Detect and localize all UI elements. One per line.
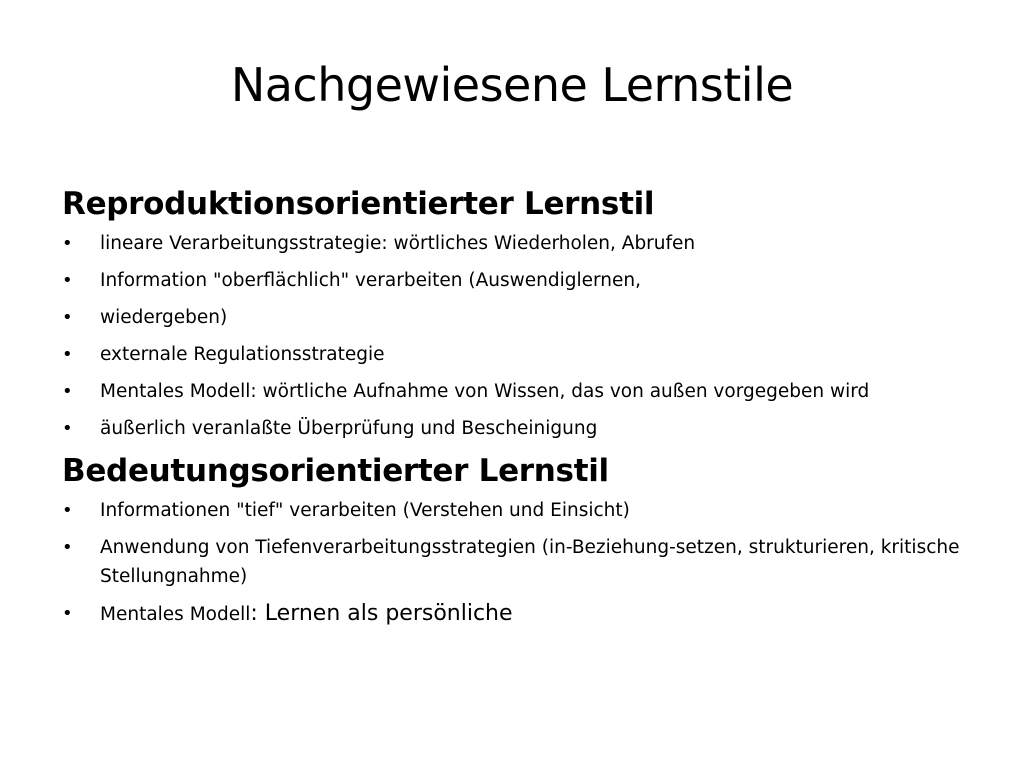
- slide-title: Nachgewiesene Lernstile: [230, 58, 794, 112]
- list-item: [62, 599, 972, 629]
- bullet-icon: •: [62, 537, 73, 559]
- bullet-icon: •: [62, 344, 73, 366]
- list-item-text-prefix: Mentales Modell: [100, 604, 251, 626]
- bullet-icon: •: [62, 418, 73, 440]
- list-item: [62, 533, 972, 591]
- list-item: [62, 229, 972, 258]
- list-item: [62, 496, 972, 525]
- bullet-list-bedeutung: [62, 496, 972, 629]
- list-item-text: Informationen "tief" verarbeiten (Verstehen und Einsicht): [100, 500, 630, 522]
- bullet-icon: •: [62, 307, 73, 329]
- list-item-text-suffix: : Lernen als persönliche: [250, 601, 513, 627]
- list-item-text: Information "oberflächlich" verarbeiten (Auswendiglernen,: [100, 270, 641, 292]
- list-item-text: Mentales Modell: wörtliche Aufnahme von Wissen, das von außen vorgegeben wird: [100, 381, 870, 403]
- list-item-text: Anwendung von Tiefenverarbeitungsstrategien (in-Beziehung-setzen, strukturieren, kritische Stellungnahme): [100, 537, 960, 588]
- list-item-text: lineare Verarbeitungsstrategie: wörtliches Wiederholen, Abrufen: [100, 233, 696, 255]
- list-item-text: äußerlich veranlaßte Überprüfung und Bescheinigung: [100, 418, 598, 440]
- list-item: [62, 303, 972, 332]
- bullet-icon: •: [62, 381, 73, 403]
- bullet-icon: •: [62, 603, 73, 625]
- list-item: [62, 414, 972, 443]
- list-item-text: externale Regulationsstrategie: [100, 344, 385, 366]
- bullet-icon: •: [62, 233, 73, 255]
- section-heading-bedeutung: Bedeutungsorientierter Lernstil: [62, 453, 609, 490]
- list-item-text: wiedergeben): [100, 307, 228, 329]
- list-item: [62, 340, 972, 369]
- list-item: [62, 377, 972, 406]
- bullet-list-reproduktion: [62, 229, 972, 443]
- list-item: [62, 266, 972, 295]
- bullet-icon: •: [62, 270, 73, 292]
- section-heading-reproduktion: Reproduktionsorientierter Lernstil: [62, 186, 655, 222]
- slide-content: [62, 186, 972, 637]
- bullet-icon: •: [62, 500, 73, 522]
